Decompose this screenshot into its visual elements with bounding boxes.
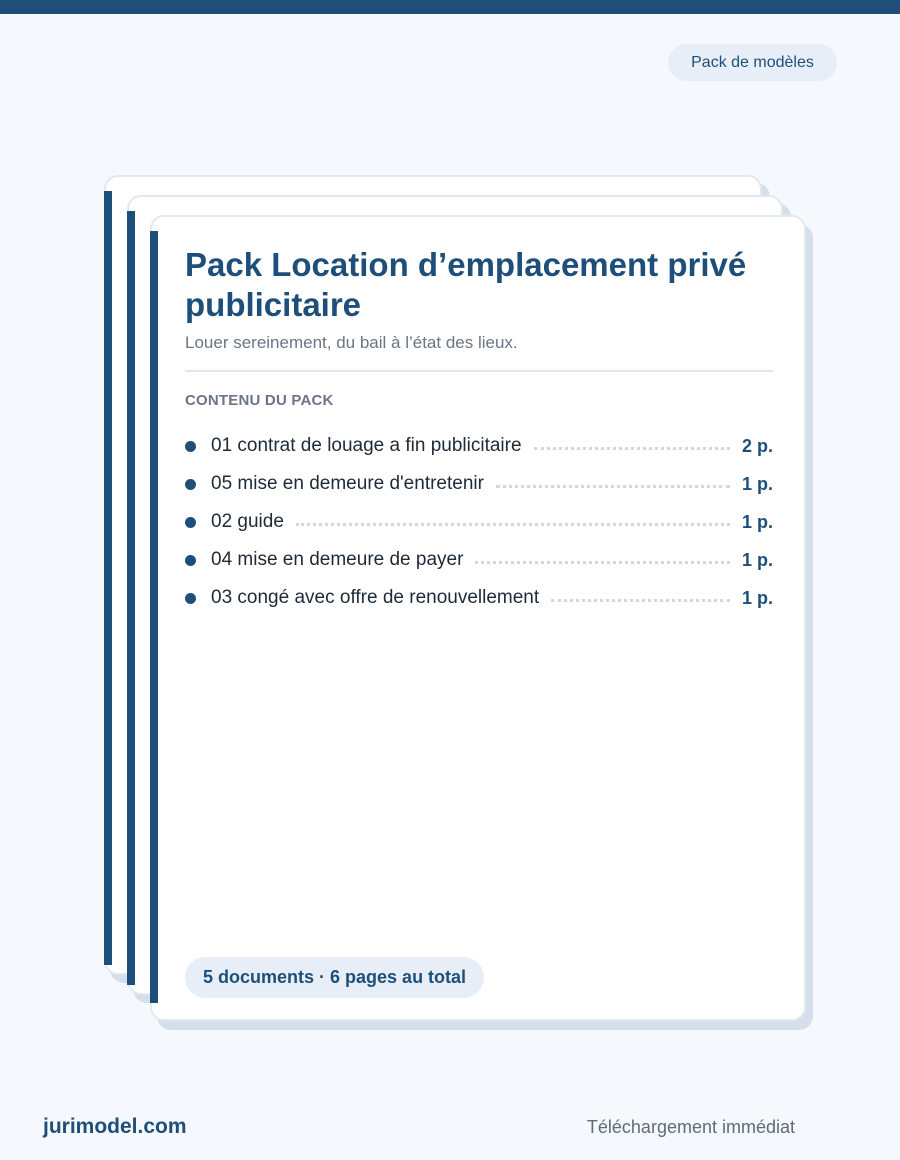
bullet-icon	[185, 555, 196, 566]
document-name: 03 congé avec offre de renouvellement	[211, 587, 540, 608]
list-item	[185, 541, 773, 579]
front-sheet-accent	[150, 231, 158, 1003]
site-link[interactable]: jurimodel.com	[43, 1115, 187, 1138]
dotted-leader	[551, 599, 730, 602]
top-accent-bar	[0, 0, 900, 14]
document-pages: 1 p.	[741, 473, 773, 494]
bullet-icon	[185, 441, 196, 452]
list-item	[185, 427, 773, 465]
pack-subtitle: Louer sereinement, du bail à l’état des lieux.	[185, 333, 518, 352]
bullet-icon	[185, 593, 196, 604]
document-pages: 2 p.	[741, 435, 773, 456]
dotted-leader	[496, 485, 730, 488]
total-summary-chip: 5 documents · 6 pages au total	[185, 957, 484, 998]
document-name: 02 guide	[211, 511, 284, 532]
document-list	[185, 427, 773, 617]
pack-title: Pack Location d’emplacement privé publicitaire	[185, 246, 747, 323]
document-name: 05 mise en demeure d'entretenir	[211, 473, 484, 494]
document-pages: 1 p.	[741, 511, 773, 532]
document-pages: 1 p.	[741, 587, 773, 608]
pack-badge: Pack de modèles	[668, 44, 837, 81]
dotted-leader	[475, 561, 730, 564]
document-pages: 1 p.	[741, 549, 773, 570]
bullet-icon	[185, 479, 196, 490]
dotted-leader	[534, 447, 730, 450]
divider	[185, 370, 773, 372]
back-sheet-accent	[104, 191, 112, 965]
document-name: 01 contrat de louage a fin publicitaire	[211, 435, 522, 456]
bullet-icon	[185, 517, 196, 528]
middle-sheet-accent	[127, 211, 135, 985]
dotted-leader	[296, 523, 730, 526]
list-item	[185, 503, 773, 541]
pack-card	[150, 215, 806, 1021]
list-item	[185, 465, 773, 503]
document-name: 04 mise en demeure de payer	[211, 549, 464, 570]
section-label: CONTENU DU PACK	[185, 392, 334, 409]
download-note: Téléchargement immédiat	[586, 1117, 795, 1137]
list-item	[185, 579, 773, 617]
